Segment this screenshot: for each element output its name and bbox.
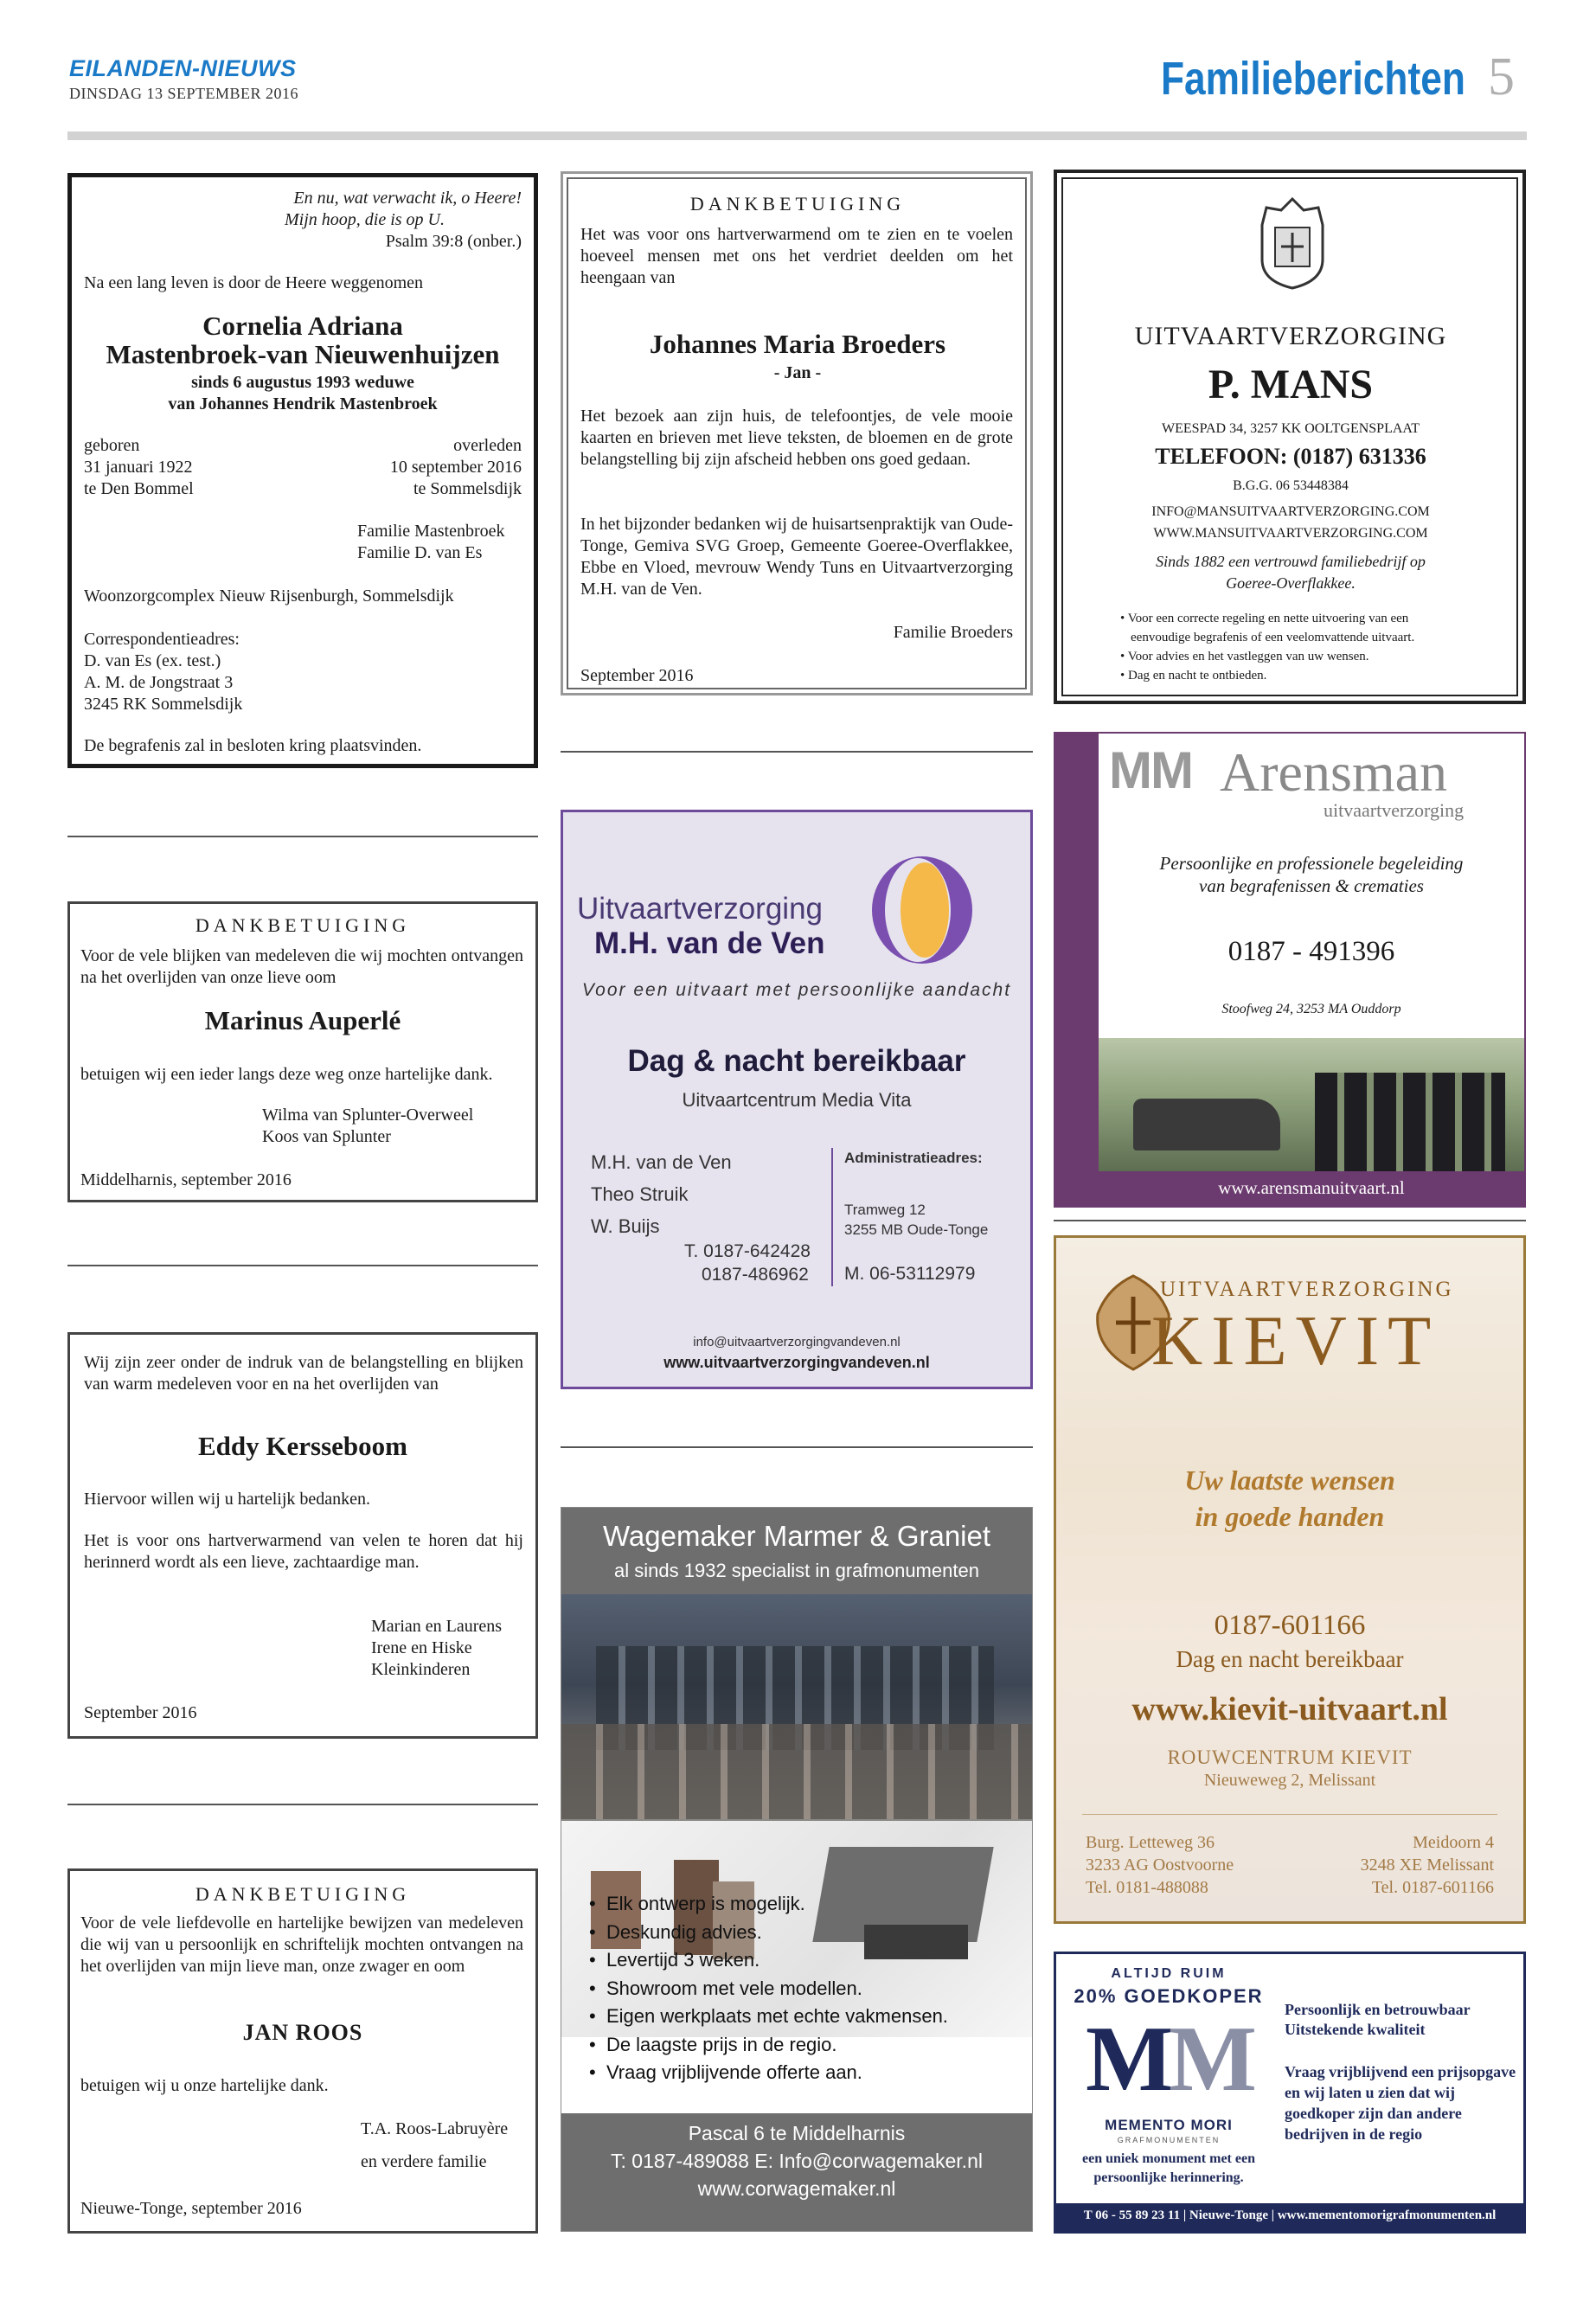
arensman-logo-sub: uitvaartverzorging: [1324, 799, 1465, 821]
correspondence-name: D. van Es (ex. test.): [84, 651, 221, 670]
feature-item: • Levertijd 3 weken.: [589, 1949, 760, 1971]
correspondence-city: 3245 RK Sommelsdijk: [84, 695, 243, 714]
column-divider: [561, 751, 1033, 753]
deceased-name: JAN ROOS: [242, 2020, 363, 2045]
mm-unique-2: persoonlijke herinnering.: [1093, 2170, 1244, 2185]
arensman-tagline-1: Persoonlijke en professionele begeleiding: [1159, 853, 1464, 874]
residence: Woonzorgcomplex Nieuw Rijsenburgh, Sommelsdijk: [84, 586, 454, 606]
deceased-first-names: Cornelia Adriana: [202, 311, 403, 341]
feature-item: • Showroom met vele modellen.: [589, 1977, 862, 1999]
vandeven-slogan: Voor een uitvaart met persoonlijke aandacht: [581, 980, 1012, 1000]
arensman-website[interactable]: www.arensmanuitvaart.nl: [1218, 1177, 1405, 1198]
admin-label: Administratieadres:: [844, 1150, 983, 1166]
location-2-phone: Tel. 0187-601166: [1371, 1878, 1494, 1897]
header-rule: [67, 131, 1527, 140]
staff-3: W. Buijs: [591, 1215, 660, 1237]
place-date: Middelharnis, september 2016: [80, 1170, 292, 1189]
signatory-2: Irene en Hiske: [371, 1638, 472, 1657]
vandeven-phone-2: 0187-486962: [702, 1265, 809, 1285]
admin-city: 3255 MB Oude-Tonge: [844, 1221, 989, 1238]
born-place: te Den Bommel: [84, 479, 194, 498]
mm-unique-1: een uniek monument met een: [1082, 2151, 1255, 2166]
widow-line-1: sinds 6 augustus 1993 weduwe: [191, 373, 414, 392]
feature-item: • De laagste prijs in de regio.: [589, 2033, 837, 2055]
kievit-top: UITVAARTVERZORGING: [1160, 1278, 1454, 1301]
ad-vandeven: [561, 810, 1033, 1389]
column-divider: [67, 836, 538, 837]
column-divider: [1054, 1220, 1526, 1221]
wagemaker-title: Wagemaker Marmer & Graniet: [602, 1520, 991, 1552]
family-line-1: Familie Mastenbroek: [357, 522, 505, 541]
mans-phone: TELEFOON: (0187) 631336: [1155, 444, 1426, 469]
born-label: geboren: [84, 436, 140, 455]
mm-quote-text: Vraag vrijblijvend een prijsopgave en wij laten u zien dat wij goedkoper zijn dan andere bedrijven in de regio: [1285, 2063, 1516, 2143]
graveyard-photo: [561, 1594, 1032, 1821]
column-divider: [67, 1804, 538, 1805]
thanks-intro: Wij zijn zeer onder de indruk van de belangstelling en blijken van warm medeleven voor en na het overlijden van: [84, 1353, 523, 1394]
vandeven-headline: Dag & nacht bereikbaar: [627, 1044, 966, 1078]
died-label: overleden: [453, 436, 522, 455]
mans-bullet-2: • Voor advies en het vastleggen van uw wensen.: [1120, 650, 1369, 663]
page-number: 5: [1488, 48, 1515, 106]
arensman-logo-mark: MM: [1109, 741, 1192, 799]
mans-website[interactable]: WWW.MANSUITVAARTVERZORGING.COM: [1153, 526, 1428, 541]
mans-name: P. MANS: [1208, 362, 1374, 407]
arensman-tagline-2: van begrafenissen & crematies: [1199, 875, 1424, 896]
mans-bullet-1a: • Voor een correcte regeling en nette uitvoering van een: [1120, 612, 1409, 625]
location-2-city: 3248 XE Melissant: [1360, 1856, 1494, 1875]
kievit-slogan-2: in goede handen: [1195, 1501, 1385, 1532]
correspondence-street: A. M. de Jongstraat 3: [84, 673, 234, 692]
feature-item: • Elk ontwerp is mogelijk.: [589, 1893, 805, 1914]
kievit-slogan-1: Uw laatste wensen: [1184, 1465, 1395, 1496]
feature-item: • Eigen werkplaats met echte vakmensen.: [589, 2005, 948, 2027]
admin-street: Tramweg 12: [844, 1202, 926, 1218]
wagemaker-features: [589, 1890, 948, 2087]
kievit-phone: 0187-601166: [1214, 1610, 1366, 1641]
arensman-logo: Arensman: [1220, 741, 1448, 803]
arensman-address: Stoofweg 24, 3253 MA Ouddorp: [1221, 1002, 1401, 1016]
kievit-website[interactable]: www.kievit-uitvaart.nl: [1131, 1691, 1448, 1727]
arensman-side-bar: [1055, 734, 1099, 1206]
issue-date: DINSDAG 13 SEPTEMBER 2016: [69, 85, 299, 102]
mans-title: UITVAARTVERZORGING: [1134, 322, 1447, 350]
arensman-phone: 0187 - 491396: [1227, 936, 1395, 967]
vandeven-title-1: Uitvaartverzorging: [577, 892, 823, 926]
mans-backup-phone: B.G.G. 06 53448384: [1233, 478, 1349, 493]
kievit-availability: Dag en nacht bereikbaar: [1176, 1646, 1404, 1672]
wagemaker-subtitle: al sinds 1932 specialist in grafmonumenten: [614, 1560, 979, 1581]
deceased-nickname: - Jan -: [773, 363, 822, 382]
deceased-name: Eddy Kersseboom: [198, 1431, 407, 1461]
vandeven-logo-icon: [857, 854, 987, 966]
ad-mans: [1054, 170, 1526, 704]
mm-promo-1: ALTIJD RUIM: [1111, 1966, 1227, 1981]
thanks-kersseboom: [67, 1332, 538, 1739]
obituary-mastenbroek: [67, 173, 538, 768]
ad-kievit: [1054, 1235, 1526, 1924]
kievit-divider: [1082, 1814, 1497, 1815]
family-line-2: Familie D. van Es: [357, 543, 483, 562]
vandeven-phone-1: T. 0187-642428: [684, 1241, 811, 1261]
deceased-name: Johannes Maria Broeders: [649, 329, 946, 359]
mm-quality-2: Uitstekende kwaliteit: [1285, 2021, 1426, 2038]
died-date: 10 september 2016: [389, 458, 522, 477]
deceased-name: Marinus Auperlé: [204, 1005, 401, 1035]
place-date: September 2016: [580, 666, 694, 685]
kievit-name: KIEVIT: [1151, 1301, 1440, 1380]
thanks-text: betuigen wij een ieder langs deze weg onze hartelijke dank.: [80, 1065, 493, 1084]
location-2-street: Meidoorn 4: [1413, 1833, 1494, 1852]
died-place: te Sommelsdijk: [413, 479, 522, 498]
mans-bullet-1b: eenvoudige begrafenis of een veelomvattende uitvaart.: [1131, 631, 1415, 644]
thanks-heading: DANKBETUIGING: [195, 914, 411, 936]
feature-item: • Deskundig advies.: [589, 1920, 762, 1943]
vandeven-email[interactable]: info@uitvaartverzorgingvandeven.nl: [693, 1335, 901, 1349]
thanks-heading: DANKBETUIGING: [689, 193, 906, 215]
mans-email[interactable]: INFO@MANSUITVAARTVERZORGING.COM: [1151, 504, 1430, 519]
funeral-notice: De begrafenis zal in besloten kring plaatsvinden.: [84, 736, 422, 755]
born-date: 31 januari 1922: [84, 458, 193, 477]
mm-brand: MEMENTO MORI: [1105, 2117, 1233, 2133]
signatory-1: T.A. Roos-Labruyère: [361, 2119, 509, 2138]
ad-memento-mori: [1054, 1952, 1526, 2234]
widow-line-2: van Johannes Hendrik Mastenbroek: [168, 394, 438, 413]
kievit-center: ROUWCENTRUM KIEVIT: [1167, 1747, 1413, 1768]
newspaper-brand: EILANDEN-NIEUWS: [69, 55, 297, 81]
place-date: Nieuwe-Tonge, september 2016: [80, 2199, 302, 2218]
coat-of-arms-icon: [1253, 195, 1331, 290]
thanks-broeders: [561, 171, 1033, 695]
thanks-intro: Voor de vele liefdevolle en hartelijke bewijzen van medeleven die wij van u persoonlijk en schriftelijk mochten ontvangen na het overlijden van mijn lieve man, onze zwager en oom: [80, 1913, 523, 1976]
vandeven-divider: [831, 1148, 833, 1286]
ad-wagemaker: [561, 1507, 1033, 2232]
column-divider: [67, 1265, 538, 1266]
mm-logo-icon: MM: [1086, 2008, 1252, 2111]
place-date: September 2016: [84, 1703, 197, 1722]
vandeven-mobile: M. 06-53112979: [844, 1264, 976, 1284]
location-1-street: Burg. Letteweg 36: [1086, 1833, 1215, 1852]
psalm-line-1: En nu, wat verwacht ik, o Heere!: [293, 189, 522, 208]
mm-contact[interactable]: T 06 - 55 89 23 11 | Nieuwe-Tonge | www.mementomorigrafmonumenten.nl: [1083, 2208, 1497, 2222]
thanks-roos: [67, 1868, 538, 2234]
correspondence-label: Correspondentieadres:: [84, 630, 240, 649]
signatory-1: Wilma van Splunter-Overweel: [262, 1106, 474, 1125]
mm-promo-2: 20% GOEDKOPER: [1074, 1985, 1264, 2007]
column-divider: [561, 1446, 1033, 1448]
vandeven-center: Uitvaartcentrum Media Vita: [682, 1089, 912, 1111]
wagemaker-contact[interactable]: T: 0187-489088 E: Info@corwagemaker.nl: [611, 2150, 983, 2172]
obituary-intro: Na een lang leven is door de Heere weggenomen: [84, 273, 424, 292]
mans-bullet-3: • Dag en nacht te ontbieden.: [1120, 669, 1267, 683]
location-1-phone: Tel. 0181-488088: [1086, 1878, 1208, 1897]
signatory-2: Koos van Splunter: [262, 1127, 391, 1146]
psalm-line-2: Mijn hoop, die is op U.: [285, 210, 445, 229]
vandeven-website[interactable]: www.uitvaartverzorgingvandeven.nl: [663, 1354, 930, 1371]
thanks-text-2: Het is voor ons hartverwarmend van velen te horen dat hij herinnerd wordt als een lieve, zachtaardige man.: [84, 1531, 523, 1572]
thanks-intro: Het was voor ons hartverwarmend om te zien en te voelen hoeveel mensen met ons het verdriet deelden om het heengaan van: [580, 225, 1013, 287]
mans-tagline-1: Sinds 1882 een vertrouwd familiebedrijf op: [1156, 553, 1426, 570]
thanks-text-1: Het bezoek aan zijn huis, de telefoontjes, de vele mooie kaarten en brieven met lieve teksten, de bloemen en de grote belangstelling bij zijn afscheid hebben ons goed gedaan.: [580, 407, 1013, 469]
ad-arensman: [1054, 732, 1526, 1208]
wagemaker-website[interactable]: www.corwagemaker.nl: [697, 2177, 896, 2200]
funeral-procession-photo: [1099, 1038, 1524, 1171]
mm-quality-1: Persoonlijk en betrouwbaar: [1285, 2001, 1471, 2018]
thanks-text: betuigen wij u onze hartelijke dank.: [80, 2076, 329, 2095]
thanks-text-1: Hiervoor willen wij u hartelijk bedanken.: [84, 1490, 371, 1509]
signatory-2: en verdere familie: [361, 2152, 487, 2171]
mans-tagline-2: Goeree-Overflakkee.: [1226, 574, 1356, 592]
staff-1: M.H. van de Ven: [591, 1151, 732, 1173]
staff-2: Theo Struik: [591, 1183, 689, 1205]
mans-address: WEESPAD 34, 3257 KK OOLTGENSPLAAT: [1162, 421, 1420, 436]
deceased-surname: Mastenbroek-van Nieuwenhuijzen: [106, 339, 500, 369]
thanks-heading: DANKBETUIGING: [195, 1883, 411, 1905]
feature-item: • Vraag vrijblijvende offerte aan.: [589, 2061, 862, 2083]
kievit-center-address: Nieuweweg 2, Melissant: [1203, 1771, 1376, 1790]
thanks-auperle: [67, 901, 538, 1202]
signatory-1: Marian en Laurens: [371, 1617, 503, 1636]
thanks-intro: Voor de vele blijken van medeleven die wij mochten ontvangen na het overlijden van onze lieve oom: [80, 946, 523, 987]
mm-brand-sub: GRAFMONUMENTEN: [1117, 2136, 1221, 2144]
section-title: Familieberichten: [1161, 53, 1465, 105]
signatory: Familie Broeders: [893, 623, 1013, 642]
location-1-city: 3233 AG Oostvoorne: [1086, 1856, 1234, 1875]
signatory-3: Kleinkinderen: [371, 1660, 471, 1679]
thanks-text-2: In het bijzonder bedanken wij de huisartsenpraktijk van Oude-Tonge, Gemiva SVG Groep, Gemeente Goeree-Overflakkee, Ebbe en Vloed, mevrouw Wendy Tuns en Uitvaartverzorging M.H. van de Ven.: [580, 515, 1013, 599]
vandeven-title-2: M.H. van de Ven: [594, 926, 825, 960]
psalm-reference: Psalm 39:8 (onber.): [385, 232, 522, 251]
wagemaker-address: Pascal 6 te Middelharnis: [688, 2122, 906, 2144]
